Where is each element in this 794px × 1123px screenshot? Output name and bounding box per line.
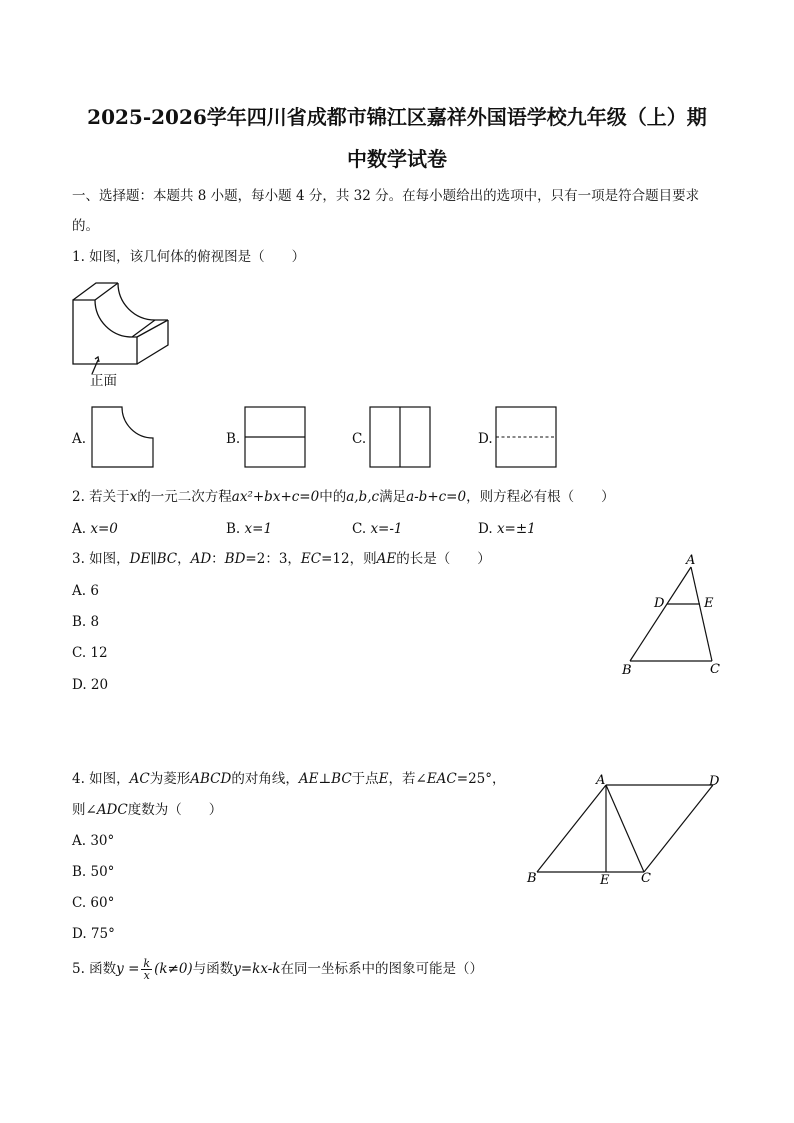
q3-option-a[interactable]: A. 6	[72, 583, 99, 599]
q4-label-a: A	[596, 773, 606, 788]
q2-stem: 2. 若关于x的一元二次方程ax²+bx+c=0中的a,b,c满足a-b+c=0，则方程必有根（ ）	[72, 489, 615, 505]
q4-side-dc	[644, 785, 713, 872]
section-intro-line1: 一、选择题：本题共 8 小题，每小题 4 分，共 32 分。在每小题给出的选项中，只有一项是符合题目要求	[72, 188, 700, 204]
q3-side-ac	[691, 567, 712, 661]
q1-solid-figure	[70, 280, 180, 390]
q4-label-c: C	[641, 871, 651, 886]
q1-option-b-figure	[244, 406, 306, 468]
q3-label-c: C	[710, 662, 720, 677]
q3-option-c[interactable]: C. 12	[72, 645, 108, 661]
q2-option-b[interactable]: B. x=1	[226, 521, 273, 537]
q3-label-a: A	[686, 553, 696, 568]
exam-title-line1: 2025-2026学年四川省成都市锦江区嘉祥外国语学校九年级（上）期	[87, 105, 707, 129]
q4-option-d[interactable]: D. 75°	[72, 926, 115, 942]
q1-option-a-figure	[91, 406, 155, 468]
q1-option-a-letter[interactable]: A.	[72, 431, 87, 447]
q3-side-ab	[630, 567, 691, 661]
q2-option-d[interactable]: D. x=±1	[478, 521, 536, 537]
q1-stem: 1. 如图，该几何体的俯视图是（ ）	[72, 249, 306, 265]
q1-option-c-letter[interactable]: C.	[352, 431, 367, 447]
q3-triangle-figure	[618, 550, 728, 680]
q4-stem-line1: 4. 如图，AC为菱形ABCD的对角线，AE⊥BC于点E，若∠EAC=25°，	[72, 771, 506, 787]
q3-option-d[interactable]: D. 20	[72, 677, 109, 693]
q1-front-label: 正面	[90, 373, 117, 389]
q4-stem-line2: 则∠ADC度数为（ ）	[72, 802, 223, 818]
q1-option-d-figure	[495, 406, 557, 468]
q4-option-c[interactable]: C. 60°	[72, 895, 115, 911]
q4-side-ab	[537, 785, 606, 872]
q3-label-d: D	[654, 596, 665, 611]
q4-label-d: D	[709, 774, 720, 789]
q3-label-b: B	[622, 663, 632, 678]
q4-option-b[interactable]: B. 50°	[72, 864, 115, 880]
section-intro-line2: 的。	[72, 218, 99, 234]
q4-option-a[interactable]: A. 30°	[72, 833, 115, 849]
q3-option-b[interactable]: B. 8	[72, 614, 100, 630]
q4-label-b: B	[527, 871, 537, 886]
exam-title-line2: 中数学试卷	[347, 147, 447, 171]
q4-label-e: E	[600, 873, 610, 888]
q5-fraction: $\frac{k}{x}$	[143, 957, 151, 982]
q1-option-c-figure	[369, 406, 431, 468]
q3-label-e: E	[704, 596, 714, 611]
q1-option-d-letter[interactable]: D.	[478, 431, 493, 447]
q4-diagonal-ac	[606, 785, 644, 872]
q2-option-c[interactable]: C. x=-1	[352, 521, 403, 537]
q3-stem: 3. 如图，DE∥BC，AD：BD=2：3，EC=12，则AE的长是（ ）	[72, 551, 491, 567]
q5-stem: 5. 函数y = $\frac{k}{x}$ (k≠0)与函数y=kx-k在同一坐标系中的图象可能是（）	[72, 957, 483, 982]
q2-option-a[interactable]: A. x=0	[72, 521, 118, 537]
q1-option-b-letter[interactable]: B.	[226, 431, 241, 447]
q4-rhombus-figure	[520, 768, 730, 893]
